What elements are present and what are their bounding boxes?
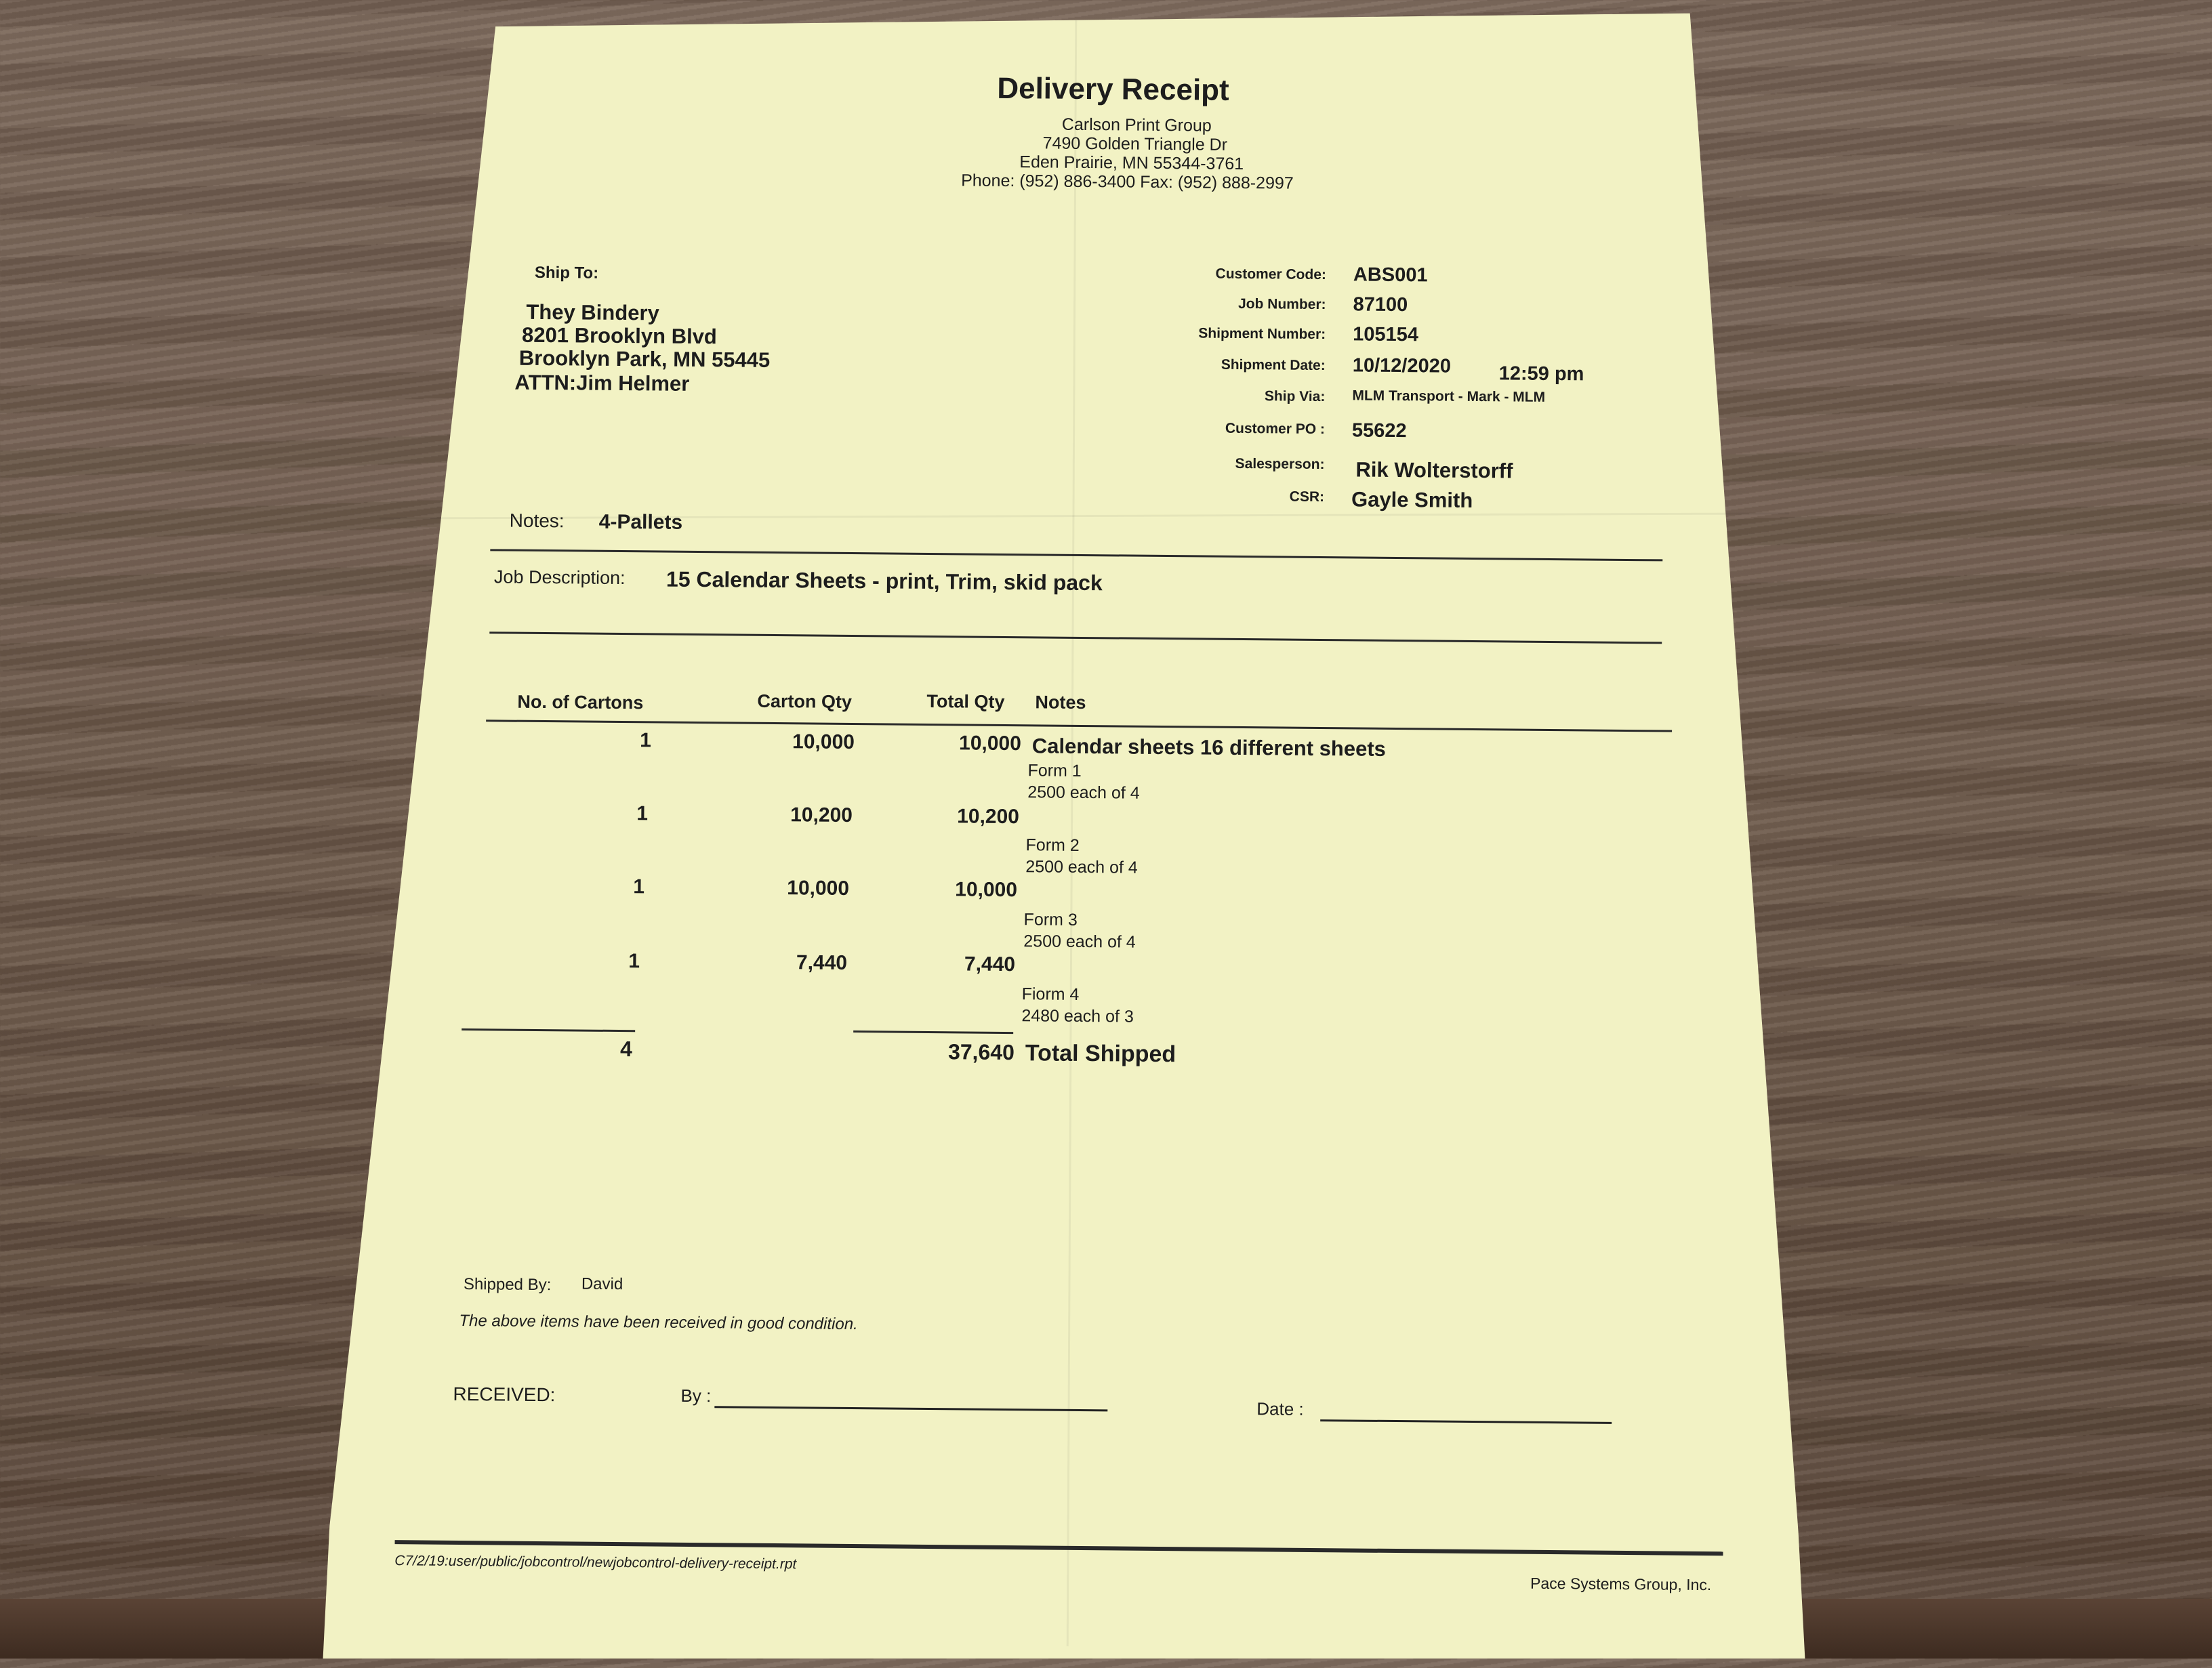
job-number-label: Job Number:	[1237, 295, 1326, 313]
salesperson-value: Rik Wolterstorff	[1355, 457, 1513, 483]
table-cell-total-qty: 10,000	[958, 732, 1022, 755]
shipment-number-value: 105154	[1353, 323, 1419, 346]
form-detail: 2500 each of 4	[1027, 783, 1140, 803]
table-cell-carton-qty: 10,200	[790, 804, 853, 827]
column-header-carton-qty: Carton Qty	[757, 690, 853, 712]
form-label: Form 1	[1027, 761, 1082, 780]
customer-code-value: ABS001	[1353, 264, 1428, 287]
table-cell-total-qty: 10,200	[957, 805, 1020, 829]
footer-rule	[395, 1540, 1723, 1556]
column-header-cartons: No. of Cartons	[517, 691, 644, 713]
table-cell-cartons: 1	[636, 802, 649, 825]
table-cell-total-qty: 10,000	[955, 878, 1018, 902]
customer-code-label: Customer Code:	[1215, 266, 1327, 283]
received-by-line[interactable]	[714, 1391, 1107, 1411]
shipped-by-value: David	[581, 1274, 623, 1294]
document-title: Delivery Receipt	[997, 71, 1229, 107]
notes-label: Notes:	[509, 509, 565, 532]
form-label: Form 2	[1025, 835, 1080, 855]
job-description-label: Job Description:	[493, 566, 626, 589]
company-name: Carlson Print Group	[1061, 114, 1212, 135]
received-label: RECEIVED:	[453, 1383, 556, 1406]
shipment-date-value: 10/12/2020	[1352, 354, 1452, 377]
company-city: Eden Prairie, MN 55344-3761	[1019, 152, 1244, 174]
shipment-number-label: Shipment Number:	[1198, 325, 1326, 343]
total-qty: 37,640	[947, 1039, 1015, 1065]
form-detail: 2500 each of 4	[1023, 932, 1136, 952]
salesperson-label: Salesperson:	[1235, 455, 1325, 473]
footer-vendor: Pace Systems Group, Inc.	[1530, 1574, 1712, 1594]
column-header-total-qty: Total Qty	[926, 690, 1005, 712]
company-contact: Phone: (952) 886-3400 Fax: (952) 888-2997	[961, 171, 1294, 193]
received-date-line[interactable]	[1320, 1404, 1612, 1424]
ship-to-line: They Bindery	[526, 299, 659, 325]
table-cell-cartons: 1	[640, 729, 652, 752]
shipped-by-label: Shipped By:	[463, 1275, 552, 1295]
table-cell-total-qty: 7,440	[964, 953, 1016, 976]
total-rule-qty	[853, 1030, 1013, 1034]
ship-via-label: Ship Via:	[1264, 388, 1326, 405]
table-cell-cartons: 1	[633, 875, 645, 898]
company-street: 7490 Golden Triangle Dr	[1042, 133, 1228, 154]
table-cell-carton-qty: 10,000	[792, 730, 855, 754]
shipment-time-value: 12:59 pm	[1498, 362, 1584, 385]
form-detail: 2480 each of 3	[1021, 1006, 1134, 1026]
customer-po-label: Customer PO :	[1225, 420, 1326, 438]
shipment-date-label: Shipment Date:	[1221, 356, 1326, 374]
form-label: Fiorm 4	[1021, 984, 1080, 1004]
table-cell-carton-qty: 10,000	[787, 877, 850, 900]
ship-to-line: Brooklyn Park, MN 55445	[518, 346, 771, 372]
table-cell-notes: Calendar sheets 16 different sheets	[1031, 734, 1387, 761]
received-by-label: By :	[680, 1385, 712, 1406]
form-label: Form 3	[1023, 910, 1078, 930]
column-header-notes: Notes	[1035, 692, 1086, 713]
notes-value: 4-Pallets	[598, 510, 683, 534]
ship-to-line: 8201 Brooklyn Blvd	[521, 322, 717, 349]
condition-statement: The above items have been received in good condition.	[459, 1311, 858, 1334]
divider-line	[489, 631, 1662, 644]
ship-to-line: ATTN:Jim Helmer	[514, 370, 690, 396]
footer-report-path: C7/2/19:user/public/jobcontrol/newjobcontrol-delivery-receipt.rpt	[394, 1553, 797, 1572]
table-header-rule	[486, 720, 1672, 732]
table-cell-cartons: 1	[628, 950, 640, 973]
job-description-value: 15 Calendar Sheets - print, Trim, skid pack	[665, 566, 1103, 596]
form-detail: 2500 each of 4	[1025, 857, 1138, 877]
job-number-value: 87100	[1353, 293, 1408, 316]
total-cartons: 4	[619, 1037, 633, 1062]
total-rule-cartons	[462, 1028, 635, 1032]
ship-via-value: MLM Transport - Mark - MLM	[1352, 388, 1546, 405]
total-shipped-label: Total Shipped	[1025, 1040, 1176, 1068]
ship-to-label: Ship To:	[534, 263, 599, 283]
csr-label: CSR:	[1289, 488, 1325, 505]
received-date-label: Date :	[1256, 1398, 1304, 1419]
csr-value: Gayle Smith	[1351, 487, 1473, 512]
customer-po-value: 55622	[1351, 419, 1407, 442]
divider-line	[490, 549, 1662, 561]
table-cell-carton-qty: 7,440	[796, 951, 848, 974]
